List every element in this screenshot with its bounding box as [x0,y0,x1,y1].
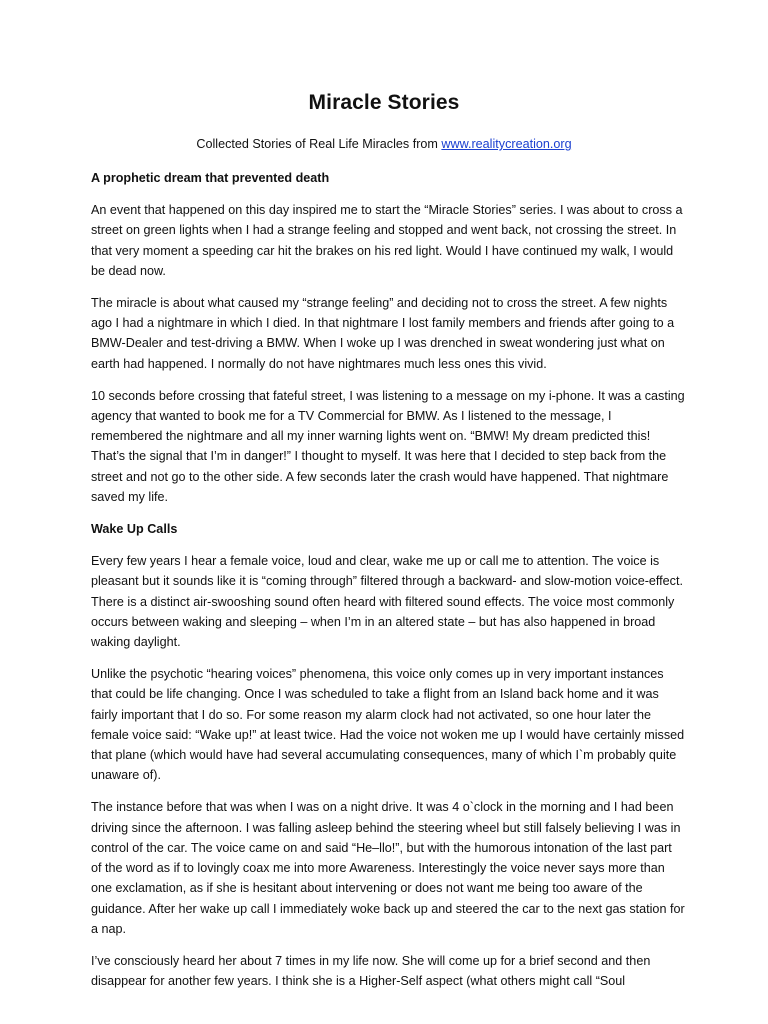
page-title: Miracle Stories [308,91,460,114]
paragraph: Unlike the psychotic “hearing voices” phenomena, this voice only comes up in very important instances that could be life changing. Once I was scheduled to take a flight from an Island back home and it was fairly important that I do so. For some reason my alarm clock had not activated, so one hour later the female voice said: “Wake up!” at least twice. Had the voice not woken me up I would have certainly missed that plane (which would have had several accumulating consequences, many of which I`m probably quite unaware of). [91,667,685,783]
paragraph: An event that happened on this day inspired me to start the “Miracle Stories” series. I was about to cross a street on green lights when I had a strange feeling and stopped and went back, not crossing the street. In that very moment a speeding car hit the brakes on his red light. Would I have continued my walk, I would be dead now. [91,203,683,278]
paragraph: The instance before that was when I was on a night drive. It was 4 o`clock in the morning and I had been driving since the afternoon. I was falling asleep behind the steering wheel but still falsely believing I was in control of the car. The voice came on and said “He–llo!”, but with the humorous intonation of the last part of the word as if to lovingly coax me into more Awareness. Interestingly the voice never says more than one exclamation, as if she is hesitant about intervening or does not want me being too aware of the guidance. After her wake up call I immediately woke back up and steered the car to the next gas station for a nap. [91,800,685,936]
subtitle [0,137,768,151]
section-heading: Wake Up Calls [91,522,178,537]
website-link[interactable]: www.realitycreation.org [441,137,572,151]
paragraph: The miracle is about what caused my “strange feeling” and deciding not to cross the street. A few nights ago I had a nightmare in which I died. In that nightmare I lost family members and friends after going to a BMW-Dealer and test-driving a BMW. When I woke up I was drenched in sweat wondering just what on earth had happened. I normally do not have nightmares much less ones this vivid. [91,296,675,371]
article-body [91,168,685,1003]
paragraph: 10 seconds before crossing that fateful street, I was listening to a message on my i-phone. It was a casting agency that wanted to book me for a TV Commercial for BMW. As I listened to the message, I remembered the nightmare and all my inner warning lights went on. “BMW! My dream predicted this! That’s the signal that I’m in danger!” I thought to myself. It was here that I decided to step back from the street and not go to the other side. A few seconds later the crash would have happened. That nightmare saved my life. [91,388,685,504]
subtitle-text: Collected Stories of Real Life Miracles from [196,137,442,151]
paragraph: Every few years I hear a female voice, loud and clear, wake me up or call me to attention. The voice is pleasant but it sounds like it is “coming through” filtered through a backward- and slow-motion voice-effect. There is a distinct air-swooshing sound often heard with filtered sound effects. The voice most commonly occurs between waking and sleeping – when I’m in an altered state – but has also happened in broad waking daylight. [91,554,683,650]
section-heading: A prophetic dream that prevented death [91,171,330,185]
paragraph: I’ve consciously heard her about 7 times in my life now. She will come up for a brief second and then disappear for another few years. I think she is a Higher-Self aspect (what others might call “Soul [91,953,651,989]
